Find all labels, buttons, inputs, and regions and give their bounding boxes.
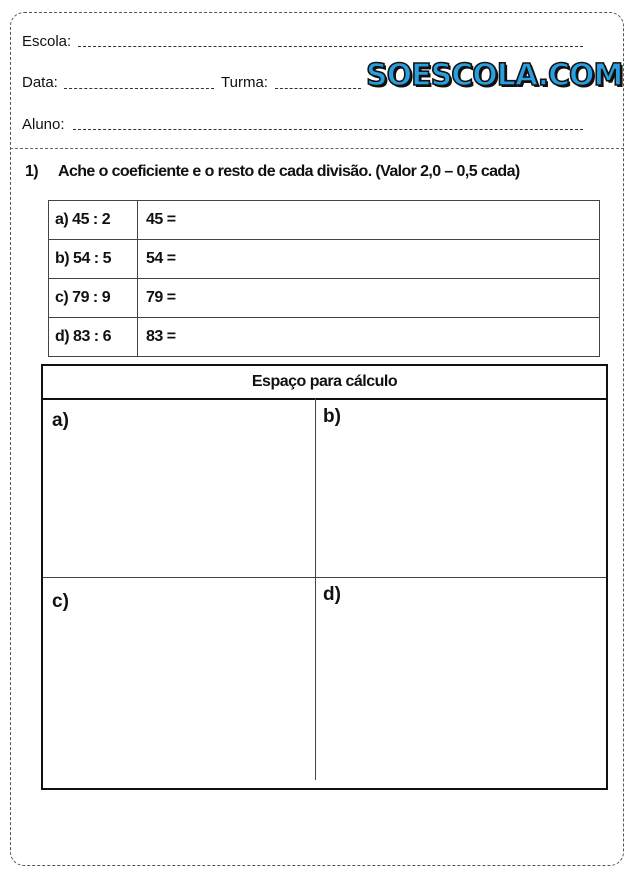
question-1 bbox=[25, 163, 520, 181]
calc-cell-a-label: a) bbox=[52, 410, 69, 431]
header-divider bbox=[10, 148, 624, 149]
division-answer[interactable]: 79 = bbox=[138, 279, 600, 318]
question-number: 1) bbox=[25, 163, 39, 180]
table-row bbox=[49, 279, 600, 318]
turma-label: Turma: bbox=[221, 74, 268, 91]
table-row bbox=[49, 201, 600, 240]
turma-field[interactable] bbox=[275, 88, 361, 89]
table-row bbox=[49, 318, 600, 357]
division-answer[interactable]: 54 = bbox=[138, 240, 600, 279]
calc-cell-d-label: d) bbox=[323, 584, 341, 605]
escola-field[interactable] bbox=[78, 46, 583, 47]
division-problem: b) 54 : 5 bbox=[49, 240, 138, 279]
division-problem: d) 83 : 6 bbox=[49, 318, 138, 357]
calculation-title: Espaço para cálculo bbox=[43, 366, 606, 400]
soescola-logo: SOESCOLA.COM bbox=[366, 58, 623, 93]
aluno-label: Aluno: bbox=[22, 116, 65, 133]
data-label: Data: bbox=[22, 74, 58, 91]
table-row bbox=[49, 240, 600, 279]
division-answer[interactable]: 83 = bbox=[138, 318, 600, 357]
calculation-box bbox=[41, 364, 608, 790]
vertical-divider bbox=[315, 398, 316, 780]
calc-cell-b-label: b) bbox=[323, 406, 341, 427]
division-problem: a) 45 : 2 bbox=[49, 201, 138, 240]
division-table bbox=[48, 200, 600, 357]
aluno-field[interactable] bbox=[73, 129, 583, 130]
data-field[interactable] bbox=[64, 88, 214, 89]
division-answer[interactable]: 45 = bbox=[138, 201, 600, 240]
escola-label: Escola: bbox=[22, 33, 72, 50]
horizontal-divider bbox=[43, 577, 606, 578]
calc-cell-c-label: c) bbox=[52, 591, 69, 612]
question-text: Ache o coeficiente e o resto de cada divisão. (Valor 2,0 – 0,5 cada) bbox=[58, 163, 520, 180]
division-problem: c) 79 : 9 bbox=[49, 279, 138, 318]
